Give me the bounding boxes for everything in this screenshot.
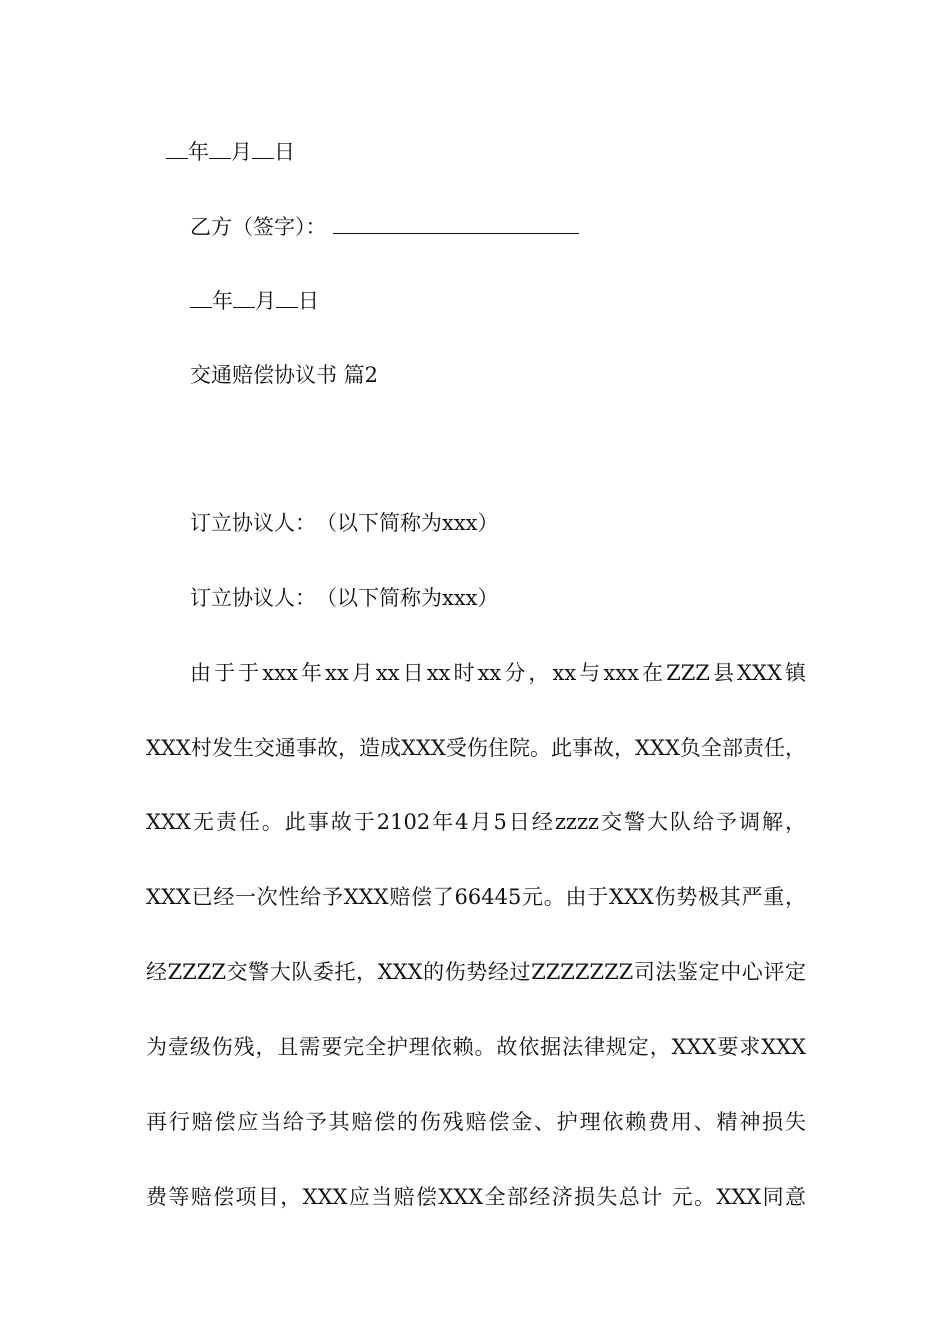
month-label: 月: [255, 289, 276, 313]
year-label: 年: [212, 289, 233, 313]
year-blank: [190, 289, 212, 308]
section-title: 交通赔偿协议书 篇2: [190, 363, 379, 387]
month-blank: [233, 289, 255, 308]
signature-blank: [333, 215, 579, 234]
day-label: 日: [274, 140, 295, 164]
paragraph-line: XXX村发生交通事故，造成XXX受伤住院。此事故，XXX负全部责任，: [146, 736, 806, 760]
paragraph-line: 费等赔偿项目，XXX应当赔偿XXX全部经济损失总计 元。XXX同意: [146, 1185, 806, 1209]
day-blank: [252, 140, 274, 159]
date-line-2: [190, 287, 319, 315]
paragraph-line: 再行赔偿应当给予其赔偿的伤残赔偿金、护理依赖费用、精神损失: [146, 1110, 806, 1134]
paragraph-line: XXX已经一次性给予XXX赔偿了66445元。由于XXX伤势极其严重，: [146, 885, 806, 909]
year-label: 年: [188, 140, 209, 164]
month-blank: [209, 140, 231, 159]
signatory-line: 订立协议人： （以下简称为xxx）: [190, 511, 499, 535]
paragraph-line: 由于于xxx年xx月xx日xx时xx分，xx与xxx在ZZZ县XXX镇: [190, 661, 806, 685]
paragraph-line: 为壹级伤残，且需要完全护理依赖。故依据法律规定，XXX要求XXX: [146, 1035, 806, 1059]
paragraph-line: 经ZZZZ交警大队委托，XXX的伤势经过ZZZZZZZ司法鉴定中心评定: [146, 960, 806, 984]
date-line-1: [166, 138, 295, 166]
paragraph-line: XXX无责任。此事故于2102年4月5日经zzzz交警大队给予调解，: [146, 810, 806, 834]
party-b-signature-label: 乙方（签字）：: [190, 215, 327, 239]
party-b-signature-line: [190, 213, 579, 241]
year-blank: [166, 140, 188, 159]
signatory-line: 订立协议人： （以下简称为xxx）: [190, 586, 499, 610]
day-blank: [276, 289, 298, 308]
month-label: 月: [231, 140, 252, 164]
day-label: 日: [298, 289, 319, 313]
